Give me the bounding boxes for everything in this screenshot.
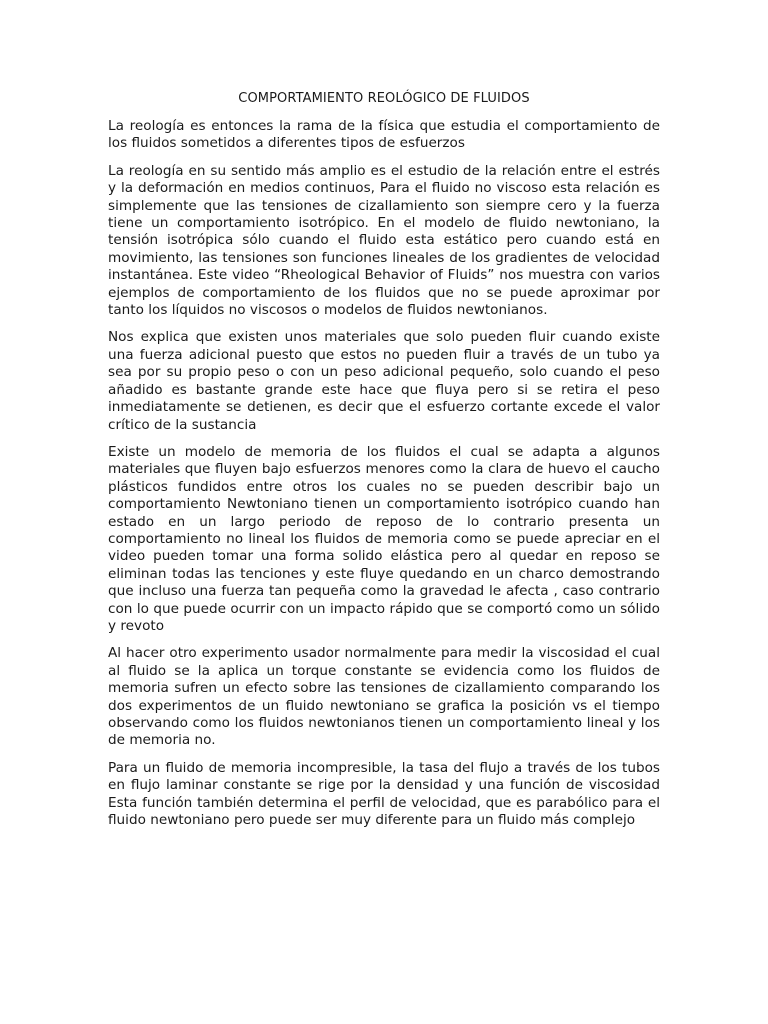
- paragraph-1: La reología es entonces la rama de la física que estudia el comportamiento de los fluidos sometidos a diferentes tipos de esfuerzos: [108, 118, 660, 152]
- paragraph-2: La reología en su sentido más amplio es el estudio de la relación entre el estrés y la deformación en medios continuos, Para el fluido no viscoso esta relación es simplemente que las tensiones de cizallamiento son siempre cero y la fuerza tiene un comportamiento isotrópico. En el modelo de fluido newtoniano, la tensión isotrópica sólo cuando el fluido esta estático pero cuando está en movimiento, las tensiones son funciones lineales de los gradientes de velocidad instantánea. Este video “Rheological Behavior of Fluids” nos muestra con varios ejemplos de comportamiento de los fluidos que no se puede aproximar por tanto los líquidos no viscosos o modelos de fluidos newtonianos.: [108, 162, 660, 319]
- paragraph-3: Nos explica que existen unos materiales que solo pueden fluir cuando existe una fuerza adicional puesto que estos no pueden fluir a través de un tubo ya sea por su propio peso o con un peso adicional pequeño, solo cuando el peso añadido es bastante grande este hace que fluya pero si se retira el peso inmediatamente se detienen, es decir que el esfuerzo cortante excede el valor crítico de la sustancia: [108, 329, 660, 433]
- paragraph-6: Para un fluido de memoria incompresible, la tasa del flujo a través de los tubos en flujo laminar constante se rige por la densidad y una función de viscosidad Esta función también determina el perfil de velocidad, que es parabólico para el fluido newtoniano pero puede ser muy diferente para un fluido más complejo: [108, 759, 660, 829]
- paragraph-4: Existe un modelo de memoria de los fluidos el cual se adapta a algunos materiales que fluyen bajo esfuerzos menores como la clara de huevo el caucho plásticos fundidos entre otros los cuales no se pueden describir bajo un comportamiento Newtoniano tienen un comportamiento isotrópico cuando han estado en un largo periodo de reposo de lo contrario presenta un comportamiento no lineal los fluidos de memoria como se puede apreciar en el video pueden tomar una forma solido elástica pero al quedar en reposo se eliminan todas las tenciones y este fluye quedando en un charco demostrando que incluso una fuerza tan pequeña como la gravedad le afecta , caso contrario con lo que puede ocurrir con un impacto rápido que se comportó como un sólido y revoto: [108, 443, 660, 634]
- document-title: COMPORTAMIENTO REOLÓGICO DE FLUIDOS: [238, 91, 530, 106]
- paragraph-5: Al hacer otro experimento usador normalmente para medir la viscosidad el cual al fluido se la aplica un torque constante se evidencia como los fluidos de memoria sufren un efecto sobre las tensiones de cizallamiento comparando los dos experimentos de un fluido newtoniano se grafica la posición vs el tiempo observando como los fluidos newtonianos tienen un comportamiento lineal y los de memoria no.: [108, 645, 660, 749]
